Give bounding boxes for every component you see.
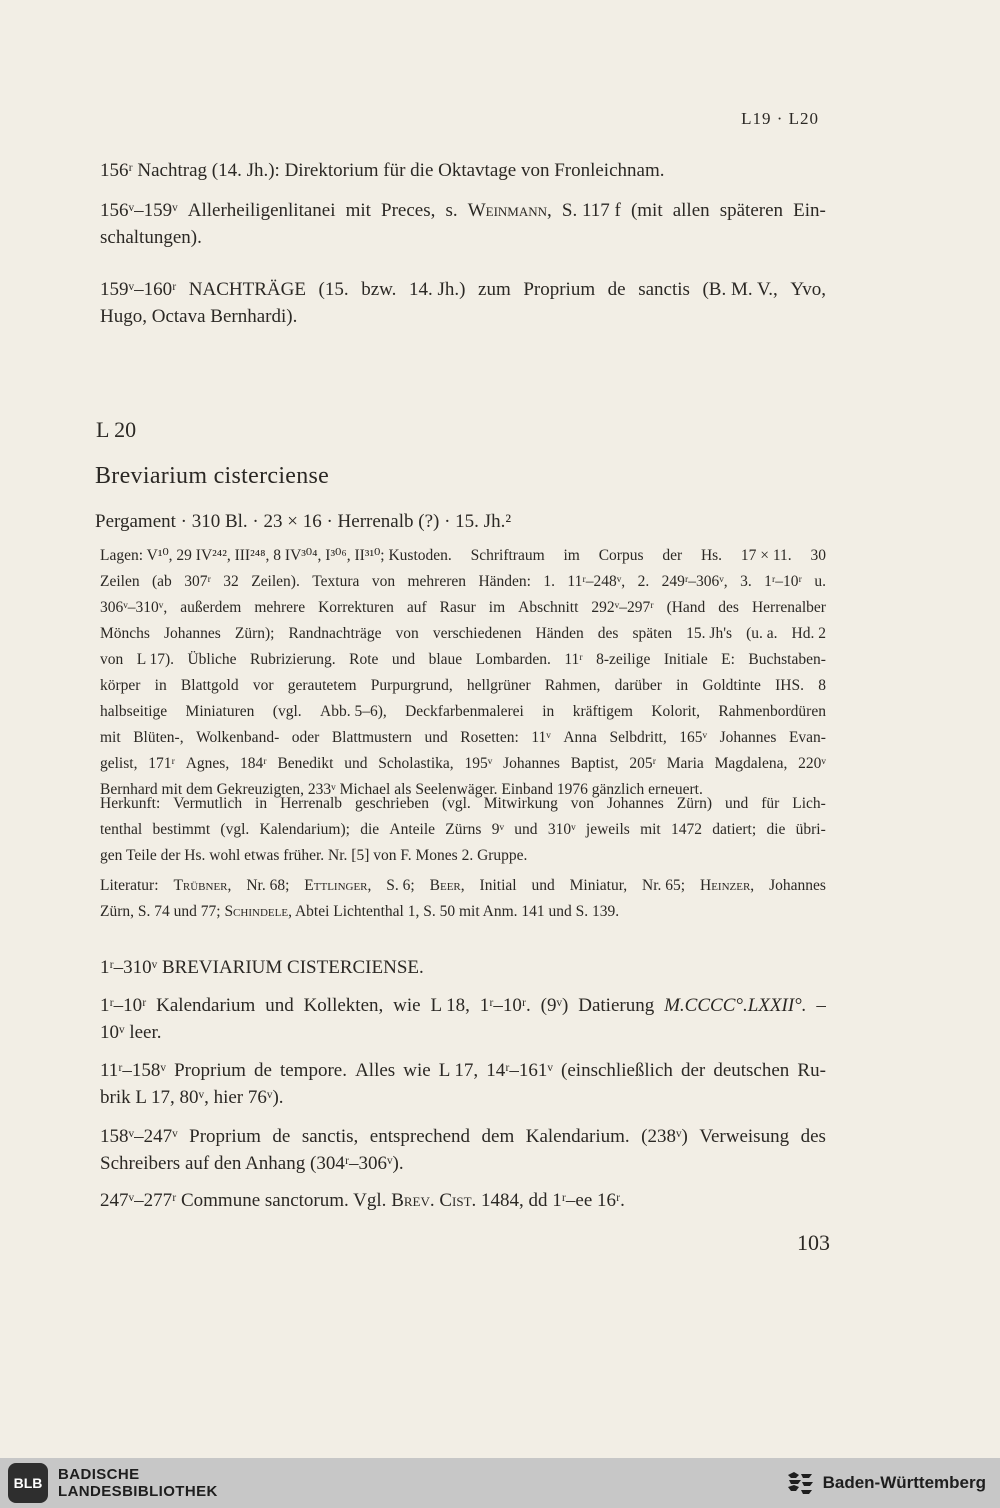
- word: Kolorit,: [651, 703, 700, 720]
- word: blaue: [428, 651, 463, 668]
- word: Zürns: [445, 821, 482, 838]
- word: Proprium: [189, 1126, 261, 1147]
- state-brand[interactable]: [785, 1469, 986, 1497]
- word: Herrenalber: [751, 599, 826, 616]
- word: des: [718, 599, 739, 616]
- word: und: [391, 651, 416, 668]
- word: von: [371, 573, 396, 590]
- word: Anteile: [389, 821, 436, 838]
- word: Randnachträge: [288, 625, 382, 642]
- literatur-paragraph: [100, 873, 826, 925]
- word: Lich-: [792, 795, 826, 812]
- word: S. 117 f: [561, 200, 621, 221]
- word: Datierung: [578, 995, 655, 1016]
- word: M.CCCC°.LXXII°.: [664, 995, 807, 1016]
- word: Rasur: [439, 599, 476, 616]
- word: Nr. 65;: [642, 877, 686, 894]
- word: 1472: [671, 821, 702, 838]
- word: 1ʳ–10ʳ.: [479, 995, 531, 1016]
- word: 11ʳ–248ᵛ,: [567, 573, 626, 590]
- word: und: [531, 877, 555, 894]
- word: 158ᵛ–247ᵛ: [100, 1126, 178, 1147]
- word: tenthal: [100, 821, 143, 838]
- word: E:: [721, 651, 735, 668]
- word: Buchstaben-: [748, 651, 826, 668]
- word: 15. Jh's: [686, 625, 733, 642]
- word: geschrieben: [354, 795, 430, 812]
- word: Lagen: V¹⁰, 29 IV²⁴², III²⁴⁸, 8 IV³⁰⁴, I³⁰⁶, II³¹⁰; Kustoden.: [100, 547, 452, 564]
- word: kräftigem: [572, 703, 633, 720]
- word: (vgl.: [220, 821, 250, 838]
- word: deutschen: [713, 1060, 790, 1081]
- word: Maria: [666, 755, 704, 772]
- word: 11ᵛ: [531, 729, 551, 746]
- word: des: [800, 1126, 826, 1147]
- word: verschiedenen: [432, 625, 522, 642]
- word: späten: [632, 625, 673, 642]
- justified-line: [100, 791, 826, 817]
- word: Rahmenbordüren: [718, 703, 826, 720]
- word: dem: [481, 1126, 515, 1147]
- word: 14. Jh.): [408, 279, 466, 300]
- word: Beer,: [429, 877, 465, 894]
- word: Allerheiligenlitanei: [187, 200, 336, 221]
- word: mehreren: [407, 573, 467, 590]
- lions-crest-icon: [785, 1469, 815, 1497]
- text-line: 10ᵛ leer.: [100, 1022, 162, 1043]
- entry-159v-160r: [100, 276, 826, 330]
- word: Miniaturen: [185, 703, 255, 720]
- justified-line: [100, 725, 826, 751]
- word: Zürn): [676, 795, 713, 812]
- word: de: [607, 279, 626, 300]
- word: hellgrüner: [466, 677, 531, 694]
- word: 156ᵛ–159ᵛ: [100, 200, 178, 221]
- lagen-paragraph: [100, 543, 826, 803]
- word: Nr. 68;: [246, 877, 290, 894]
- shelfmark-heading: L 20: [96, 417, 137, 442]
- word: Purpurgrund,: [370, 677, 453, 694]
- word: (vgl.: [272, 703, 302, 720]
- word: Händen: [535, 625, 584, 642]
- library-line-1: BADISCHE: [58, 1466, 140, 1483]
- word: Corpus: [598, 547, 644, 564]
- word: mit: [345, 200, 371, 221]
- word: Ettlinger,: [304, 877, 372, 894]
- word: Hd. 2: [791, 625, 826, 642]
- word: 307ʳ: [184, 573, 211, 590]
- running-head: L19 · L20: [741, 109, 819, 128]
- word: Übliche: [187, 651, 237, 668]
- word: bestimmt: [152, 821, 211, 838]
- word: Goldtinte: [702, 677, 761, 694]
- word: (Hand: [666, 599, 706, 616]
- content-breviarium: 1ʳ–310ᵛ BREVIARIUM CISTERCIENSE.: [100, 957, 424, 978]
- word: in: [255, 795, 268, 812]
- word: 9ᵛ: [491, 821, 505, 838]
- word: darüber: [614, 677, 662, 694]
- footer-bar: [0, 1458, 1000, 1508]
- word: (B. M. V.,: [702, 279, 778, 300]
- word: Blattmustern: [331, 729, 412, 746]
- word: mit: [640, 821, 661, 838]
- entry-156v-159v: [100, 197, 826, 251]
- word: 1ʳ–10ʳ: [100, 995, 147, 1016]
- content-proprium-tempore: [100, 1057, 826, 1111]
- word: in: [676, 677, 689, 694]
- word: des: [597, 625, 619, 642]
- manuscript-meta: Pergament · 310 Bl. · 23 × 16 · Herrenalb (?) · 15. Jh.²: [95, 511, 512, 532]
- justified-line: [100, 197, 826, 224]
- word: 8: [818, 677, 826, 694]
- word: Miniatur,: [569, 877, 628, 894]
- text-line: brik L 17, 80ᵛ, hier 76ᵛ).: [100, 1087, 284, 1108]
- word: 14ʳ–161ᵛ: [486, 1060, 553, 1081]
- word: von: [395, 625, 419, 642]
- word: (u. a.: [746, 625, 778, 642]
- word: NACHTRÄGE: [188, 279, 306, 300]
- word: der: [680, 1060, 706, 1081]
- state-name: Baden-Württemberg: [822, 1473, 986, 1492]
- content-commune: 247ᵛ–277ʳ Commune sanctorum. Vgl. Brev. Cist. 1484, dd 1ʳ–ee 16ʳ.: [100, 1190, 625, 1211]
- word: und: [265, 995, 294, 1016]
- word: (vgl.: [441, 795, 471, 812]
- content-kalendarium: [100, 992, 826, 1046]
- word: wie: [403, 1060, 431, 1081]
- word: Rahmen,: [544, 677, 601, 694]
- word: gelist,: [100, 755, 138, 772]
- word: Wolkenband-: [196, 729, 280, 746]
- word: (238ᵛ): [641, 1126, 688, 1147]
- justified-line: [100, 276, 826, 303]
- word: 171ʳ: [148, 755, 175, 772]
- word: S. 6;: [386, 877, 415, 894]
- word: in: [154, 677, 167, 694]
- word: von: [570, 795, 595, 812]
- word: 3.: [740, 573, 752, 590]
- word: 159ᵛ–160ʳ: [100, 279, 177, 300]
- library-line-2: LANDESBIBLIOTHEK: [58, 1483, 218, 1500]
- word: 17 × 11.: [740, 547, 792, 564]
- justified-line: [100, 751, 826, 777]
- word: sanctis,: [301, 1126, 359, 1147]
- word: 8-zeilige: [596, 651, 651, 668]
- word: Blüten-,: [133, 729, 184, 746]
- word: gerautetem: [287, 677, 357, 694]
- word: halbseitige: [100, 703, 168, 720]
- word: auf: [406, 599, 427, 616]
- library-name: [58, 1466, 218, 1500]
- word: L 17,: [438, 1060, 479, 1081]
- word: von: [100, 651, 124, 668]
- word: Scholastika,: [378, 755, 454, 772]
- word: im: [488, 599, 506, 616]
- word: Schriftraum: [470, 547, 545, 564]
- page-number: 103: [797, 1230, 830, 1255]
- word: L 18,: [430, 995, 470, 1016]
- word: Trübner,: [173, 877, 232, 894]
- word: und: [725, 795, 749, 812]
- word: der: [662, 547, 683, 564]
- word: in: [542, 703, 555, 720]
- word: Anna: [563, 729, 597, 746]
- word: (ab: [152, 573, 172, 590]
- word: Johannes: [606, 795, 664, 812]
- word: 11ʳ: [564, 651, 583, 668]
- word: und: [424, 729, 448, 746]
- justified-line: [100, 543, 826, 569]
- justified-line: [100, 673, 826, 699]
- blb-logo[interactable]: BLB: [8, 1463, 48, 1503]
- word: für: [761, 795, 780, 812]
- word: Zeilen: [100, 573, 140, 590]
- word: außerdem: [180, 599, 242, 616]
- word: tempore.: [279, 1060, 347, 1081]
- word: die: [766, 821, 786, 838]
- word: IHS.: [775, 677, 804, 694]
- word: Kalendarium: [156, 995, 256, 1016]
- justified-line: [100, 992, 826, 1019]
- word: Mitwirkung: [483, 795, 558, 812]
- text-line: schaltungen).: [100, 227, 202, 248]
- word: Ein-: [793, 200, 826, 221]
- word: entsprechend: [369, 1126, 471, 1147]
- justified-line: [100, 595, 826, 621]
- word: de: [253, 1060, 272, 1081]
- word: Korrekturen: [318, 599, 394, 616]
- word: 2.: [637, 573, 650, 590]
- word: Weinmann,: [467, 200, 552, 221]
- word: 32: [223, 573, 239, 590]
- word: sanctis: [638, 279, 690, 300]
- word: 306ᵛ–310ᵛ,: [100, 599, 168, 616]
- justified-line: [100, 647, 826, 673]
- justified-line: [100, 1123, 826, 1150]
- word: Händen:: [478, 573, 531, 590]
- word: 1.: [543, 573, 555, 590]
- word: bzw.: [361, 279, 397, 300]
- word: mit: [100, 729, 121, 746]
- word: Zeilen).: [251, 573, 300, 590]
- word: 220ᵛ: [798, 755, 826, 772]
- herkunft-paragraph: [100, 791, 826, 869]
- manuscript-title: Breviarium cisterciense: [95, 463, 330, 489]
- word: Johannes: [164, 625, 221, 642]
- word: Alles: [355, 1060, 396, 1081]
- text-line: Hugo, Octava Bernhardi).: [100, 306, 298, 327]
- content-proprium-sanctis: [100, 1123, 826, 1177]
- word: (mit: [630, 200, 663, 221]
- word: Kalendarium);: [259, 821, 350, 838]
- word: 195ᵛ: [464, 755, 493, 772]
- word: Proprium: [523, 279, 596, 300]
- word: Lombarden.: [475, 651, 551, 668]
- justified-line: [100, 569, 826, 595]
- word: späteren: [719, 200, 784, 221]
- word: körper: [100, 677, 141, 694]
- word: und: [514, 821, 538, 838]
- word: Ru-: [797, 1060, 826, 1081]
- word: Deckfarbenmalerei: [405, 703, 524, 720]
- word: Herkunft:: [100, 795, 161, 812]
- text-line: Schreibers auf den Anhang (304ʳ–306ᵛ).: [100, 1153, 404, 1174]
- word: Blattgold: [180, 677, 239, 694]
- word: im: [563, 547, 580, 564]
- word: Initial: [479, 877, 517, 894]
- word: 205ʳ: [629, 755, 656, 772]
- word: u.: [814, 573, 826, 590]
- word: (9ᵛ): [540, 995, 569, 1016]
- word: Johannes: [503, 755, 560, 772]
- word: Mönchs: [100, 625, 150, 642]
- word: (15.: [318, 279, 349, 300]
- word: Textura: [312, 573, 360, 590]
- justified-line: [100, 621, 826, 647]
- justified-line: [100, 817, 826, 843]
- word: Rosetten:: [460, 729, 519, 746]
- word: Hs.: [700, 547, 723, 564]
- word: Rubrizierung.: [250, 651, 336, 668]
- word: Agnes,: [185, 755, 230, 772]
- word: Vermutlich: [173, 795, 243, 812]
- word: 11ʳ–158ᵛ: [100, 1060, 167, 1081]
- justified-line: [100, 1057, 826, 1084]
- word: und: [344, 755, 368, 772]
- word: jeweils: [585, 821, 630, 838]
- word: Heinzer,: [700, 877, 755, 894]
- word: Preces,: [381, 200, 436, 221]
- word: Johannes: [719, 729, 777, 746]
- word: Johannes: [769, 877, 826, 894]
- word: Kalendarium.: [525, 1126, 630, 1147]
- word: mehrere: [254, 599, 306, 616]
- word: Kollekten,: [303, 995, 384, 1016]
- justified-line: [100, 699, 826, 725]
- word: Abb. 5–6),: [320, 703, 387, 720]
- word: vor: [252, 677, 274, 694]
- entry-156r: 156ʳ Nachtrag (14. Jh.): Direktorium für die Oktavtage von Fronleichnam.: [100, 160, 665, 181]
- word: Magdalena,: [714, 755, 788, 772]
- word: 310ᵛ: [547, 821, 576, 838]
- word: Baptist,: [570, 755, 619, 772]
- justified-line: [100, 873, 826, 899]
- word: oder: [291, 729, 320, 746]
- word: Initiale: [663, 651, 708, 668]
- word: Rote: [349, 651, 379, 668]
- text-line: Zürn, S. 74 und 77; Schindele, Abtei Lichtenthal 1, S. 50 mit Anm. 141 und S. 139.: [100, 903, 620, 920]
- word: s.: [445, 200, 458, 221]
- word: (einschließlich: [561, 1060, 673, 1081]
- word: 165ᵛ: [679, 729, 708, 746]
- word: übri-: [795, 821, 826, 838]
- word: Verweisung: [699, 1126, 790, 1147]
- word: die: [360, 821, 380, 838]
- word: de: [272, 1126, 291, 1147]
- word: Benedikt: [277, 755, 334, 772]
- word: wie: [393, 995, 421, 1016]
- word: Proprium: [174, 1060, 246, 1081]
- word: datiert;: [712, 821, 757, 838]
- word: allen: [672, 200, 710, 221]
- word: Selbdritt,: [609, 729, 667, 746]
- word: 1ʳ–10ʳ: [764, 573, 802, 590]
- word: L 17).: [136, 651, 175, 668]
- text-line: Bernhard mit dem Gekreuzigten, 233ᵛ Michael als Seelenwäger. Einband 1976 gänzlich erneuert.: [100, 781, 703, 798]
- text-line: gen Teile der Hs. wohl etwas früher. Nr. [5] von F. Mones 2. Gruppe.: [100, 847, 528, 864]
- word: 249ʳ–306ᵛ,: [661, 573, 728, 590]
- word: 292ᵛ–297ʳ: [591, 599, 654, 616]
- word: Zürn);: [234, 625, 275, 642]
- word: Evan-: [788, 729, 826, 746]
- word: Abschnitt: [518, 599, 579, 616]
- word: Yvo,: [790, 279, 826, 300]
- word: 30: [810, 547, 826, 564]
- word: –: [816, 995, 826, 1016]
- word: Herrenalb: [280, 795, 343, 812]
- word: Literatur:: [100, 877, 159, 894]
- word: 184ʳ: [240, 755, 267, 772]
- word: zum: [478, 279, 511, 300]
